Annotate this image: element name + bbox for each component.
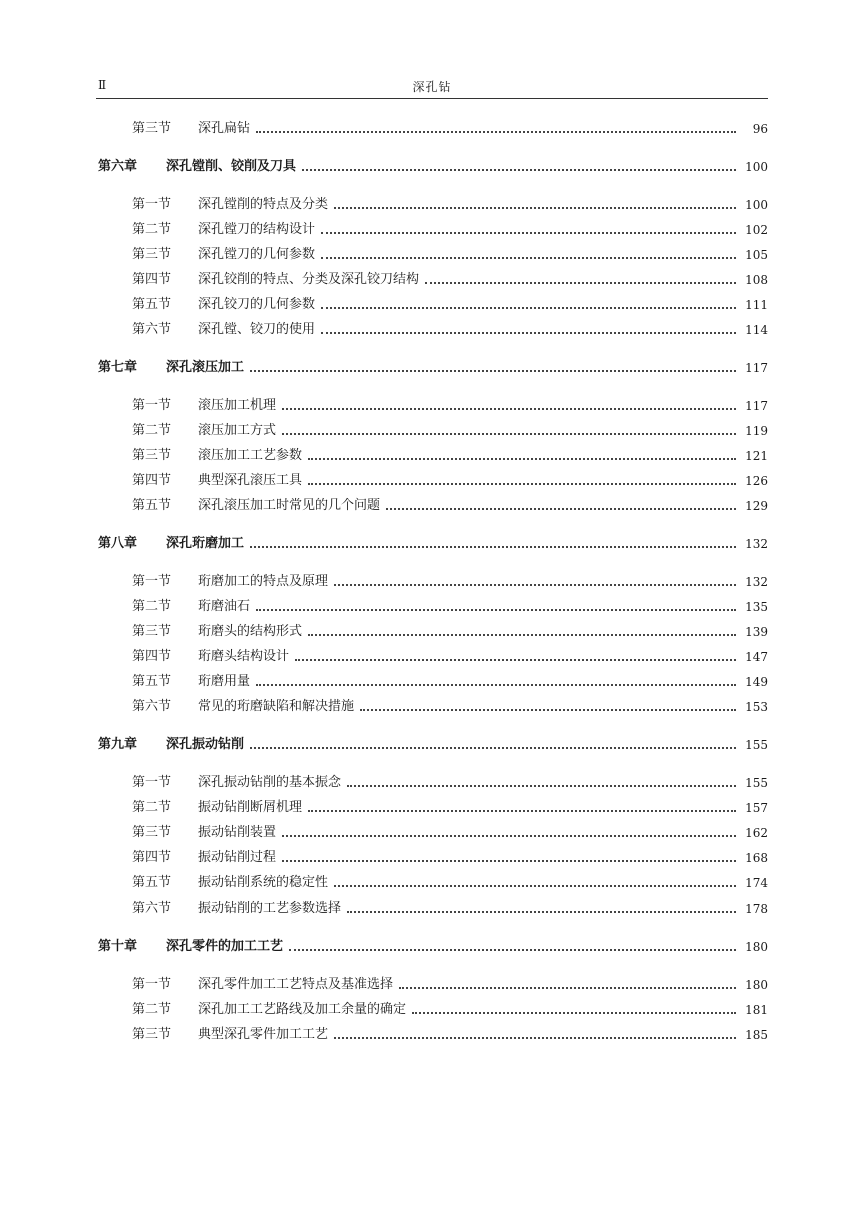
toc-section <box>132 396 768 416</box>
toc-section <box>132 647 768 667</box>
toc-title: 滚压加工方式 <box>198 423 277 438</box>
toc-title: 典型深孔零件加工工艺 <box>198 1027 329 1042</box>
toc-label: 第五节 <box>132 875 172 890</box>
toc-label: 第五节 <box>132 297 172 312</box>
toc-section <box>132 773 768 793</box>
toc-title: 深孔滚压加工时常见的几个问题 <box>198 498 381 513</box>
dot-leader <box>321 232 736 234</box>
dot-leader <box>334 207 736 209</box>
dot-leader <box>250 747 736 749</box>
toc-section <box>132 295 768 315</box>
dot-leader <box>347 785 736 787</box>
toc-section <box>132 622 768 642</box>
toc-title: 常见的珩磨缺陷和解决措施 <box>198 699 355 714</box>
toc-page: 100 <box>745 198 768 212</box>
toc-label: 第一节 <box>132 977 172 992</box>
toc-title: 振动钻削系统的稳定性 <box>198 875 329 890</box>
toc-chapter <box>98 157 768 177</box>
toc-page: 114 <box>745 323 768 337</box>
toc-title: 深孔滚压加工 <box>166 360 245 375</box>
toc-page: 185 <box>745 1028 768 1042</box>
toc-section <box>132 270 768 290</box>
toc-page: 181 <box>745 1003 768 1017</box>
toc-section <box>132 597 768 617</box>
toc-title: 振动钻削断屑机理 <box>198 800 303 815</box>
toc-label: 第一节 <box>132 398 172 413</box>
toc-title: 珩磨油石 <box>198 599 251 614</box>
toc-section <box>132 446 768 466</box>
toc-label: 第五节 <box>132 498 172 513</box>
toc-label: 第三节 <box>132 121 172 136</box>
toc-label: 第二节 <box>132 1002 172 1017</box>
dot-leader <box>250 370 736 372</box>
toc-label: 第十章 <box>98 939 138 954</box>
toc-title: 深孔铰刀的几何参数 <box>198 297 316 312</box>
toc-title: 珩磨头的结构形式 <box>198 624 303 639</box>
dot-leader <box>412 1012 736 1014</box>
toc-page: 135 <box>745 600 768 614</box>
toc-title: 珩磨头结构设计 <box>198 649 290 664</box>
dot-leader <box>360 709 736 711</box>
toc-title: 珩磨加工的特点及原理 <box>198 574 329 589</box>
dot-leader <box>295 659 736 661</box>
dot-leader <box>256 609 736 611</box>
toc-label: 第一节 <box>132 197 172 212</box>
toc-title: 深孔镗削的特点及分类 <box>198 197 329 212</box>
dot-leader <box>282 860 736 862</box>
page-number: Ⅱ <box>98 78 107 92</box>
toc-label: 第二节 <box>132 800 172 815</box>
dot-leader <box>321 332 736 334</box>
toc-page: 147 <box>745 650 768 664</box>
toc-title: 深孔零件的加工工艺 <box>166 939 284 954</box>
toc-label: 第三节 <box>132 448 172 463</box>
dot-leader <box>425 282 736 284</box>
dot-leader <box>282 433 736 435</box>
toc-page: 117 <box>745 361 768 375</box>
toc-section <box>132 975 768 995</box>
toc-title: 振动钻削的工艺参数选择 <box>198 901 342 916</box>
toc-label: 第六节 <box>132 901 172 916</box>
toc-page: 168 <box>745 851 768 865</box>
toc-section <box>132 572 768 592</box>
toc-title: 振动钻削装置 <box>198 825 277 840</box>
toc-page: 132 <box>745 537 768 551</box>
toc-title: 深孔镗削、铰削及刀具 <box>166 159 297 174</box>
toc-chapter <box>98 937 768 957</box>
dot-leader <box>399 987 736 989</box>
toc-section <box>132 119 768 139</box>
toc-page: 180 <box>745 978 768 992</box>
toc-page: 178 <box>745 902 768 916</box>
toc-page: 129 <box>745 499 768 513</box>
toc-section <box>132 873 768 893</box>
toc-chapter <box>98 735 768 755</box>
toc-page: 162 <box>745 826 768 840</box>
toc-page: 139 <box>745 625 768 639</box>
toc-page: 119 <box>745 424 768 438</box>
dot-leader <box>386 508 736 510</box>
toc-page: 155 <box>745 738 768 752</box>
toc-section <box>132 899 768 919</box>
toc-section <box>132 245 768 265</box>
toc-label: 第二节 <box>132 423 172 438</box>
toc-page: 174 <box>745 876 768 890</box>
toc-page: 126 <box>745 474 768 488</box>
dot-leader <box>308 458 736 460</box>
toc-chapter <box>98 534 768 554</box>
toc-page: 96 <box>752 122 768 136</box>
dot-leader <box>321 257 736 259</box>
toc-page: 153 <box>745 700 768 714</box>
toc-label: 第七章 <box>98 360 138 375</box>
toc-label: 第四节 <box>132 649 172 664</box>
toc-section <box>132 798 768 818</box>
toc-title: 深孔加工工艺路线及加工余量的确定 <box>198 1002 407 1017</box>
dot-leader <box>308 810 736 812</box>
toc-chapter <box>98 358 768 378</box>
toc-label: 第九章 <box>98 737 138 752</box>
running-title: 深孔钻 <box>412 80 452 94</box>
dot-leader <box>334 584 736 586</box>
toc-label: 第一节 <box>132 775 172 790</box>
dot-leader <box>282 408 736 410</box>
toc-label: 第五节 <box>132 674 172 689</box>
toc-section <box>132 471 768 491</box>
toc-title: 深孔振动钻削 <box>166 737 245 752</box>
dot-leader <box>302 169 736 171</box>
dot-leader <box>256 131 736 133</box>
toc-title: 深孔镗刀的结构设计 <box>198 222 316 237</box>
toc-label: 第八章 <box>98 536 138 551</box>
dot-leader <box>282 835 736 837</box>
toc-section <box>132 1000 768 1020</box>
toc-title: 深孔扁钻 <box>198 121 251 136</box>
dot-leader <box>334 1037 736 1039</box>
toc-section <box>132 1025 768 1045</box>
toc-title: 滚压加工工艺参数 <box>198 448 303 463</box>
toc-section <box>132 672 768 692</box>
dot-leader <box>308 634 736 636</box>
toc-label: 第三节 <box>132 825 172 840</box>
toc-section <box>132 320 768 340</box>
dot-leader <box>347 911 736 913</box>
toc-label: 第三节 <box>132 247 172 262</box>
dot-leader <box>250 546 736 548</box>
toc-section <box>132 697 768 717</box>
toc-label: 第二节 <box>132 222 172 237</box>
toc-title: 深孔零件加工工艺特点及基准选择 <box>198 977 394 992</box>
toc-page: 155 <box>745 776 768 790</box>
toc-title: 深孔珩磨加工 <box>166 536 245 551</box>
toc-label: 第四节 <box>132 850 172 865</box>
toc-label: 第三节 <box>132 1027 172 1042</box>
toc-label: 第四节 <box>132 473 172 488</box>
toc-page: 149 <box>745 675 768 689</box>
toc-page: 157 <box>745 801 768 815</box>
toc-page: 180 <box>745 940 768 954</box>
toc-title: 深孔振动钻削的基本振念 <box>198 775 342 790</box>
toc-section <box>132 823 768 843</box>
toc-section <box>132 496 768 516</box>
toc-title: 深孔铰削的特点、分类及深孔铰刀结构 <box>198 272 420 287</box>
toc-label: 第六章 <box>98 159 138 174</box>
toc-page: 111 <box>745 298 768 312</box>
toc-page: 105 <box>745 248 768 262</box>
dot-leader <box>256 684 736 686</box>
dot-leader <box>334 885 736 887</box>
toc-label: 第一节 <box>132 574 172 589</box>
toc-label: 第六节 <box>132 322 172 337</box>
toc-section <box>132 421 768 441</box>
toc-title: 珩磨用量 <box>198 674 251 689</box>
toc-label: 第二节 <box>132 599 172 614</box>
toc-page: 132 <box>745 575 768 589</box>
dot-leader <box>289 949 736 951</box>
toc-page: 117 <box>745 399 768 413</box>
toc-title: 深孔镗、铰刀的使用 <box>198 322 316 337</box>
toc-title: 深孔镗刀的几何参数 <box>198 247 316 262</box>
toc-page: 108 <box>745 273 768 287</box>
dot-leader <box>308 483 736 485</box>
toc-page: 102 <box>745 223 768 237</box>
toc-page: 121 <box>745 449 768 463</box>
toc-label: 第四节 <box>132 272 172 287</box>
toc-title: 典型深孔滚压工具 <box>198 473 303 488</box>
toc-label: 第三节 <box>132 624 172 639</box>
toc-title: 振动钻削过程 <box>198 850 277 865</box>
toc-section <box>132 195 768 215</box>
dot-leader <box>321 307 736 309</box>
toc-title: 滚压加工机理 <box>198 398 277 413</box>
toc-section <box>132 848 768 868</box>
toc-section <box>132 220 768 240</box>
toc-page: 100 <box>745 160 768 174</box>
toc-label: 第六节 <box>132 699 172 714</box>
